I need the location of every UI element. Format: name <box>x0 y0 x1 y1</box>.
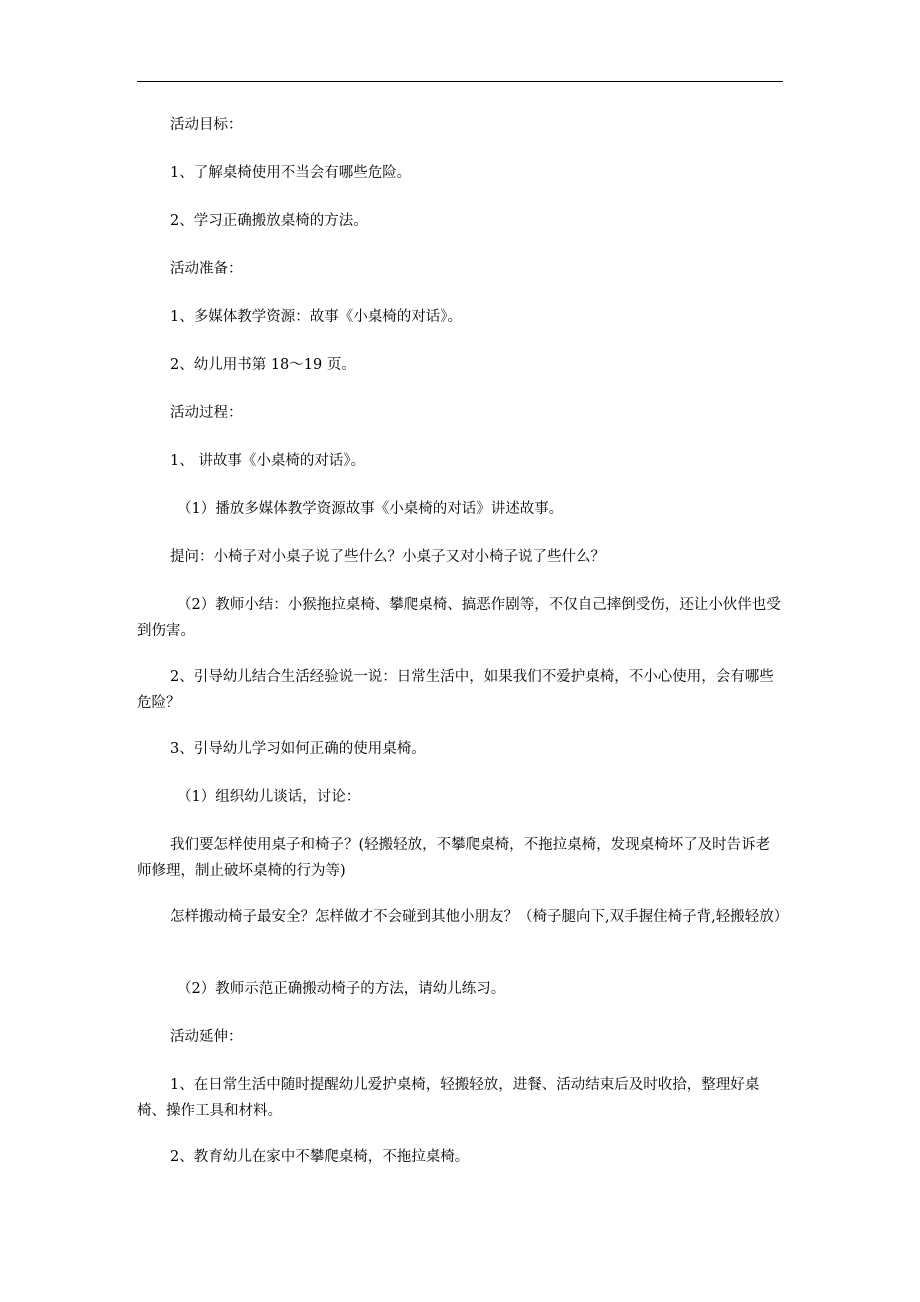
process-substep: （2）教师示范正确搬动椅子的方法，请幼儿练习。 <box>177 981 506 997</box>
goal-item: 2、学习正确搬放桌椅的方法。 <box>170 213 368 229</box>
discussion-paragraph: 我们要怎样使用桌子和椅子？(轻搬轻放，不攀爬桌椅，不拖拉桌椅，发现桌椅坏了及时告诉老师修理，制止破坏桌椅的行为等) <box>137 837 771 879</box>
process-substep: （1）组织幼儿谈话，讨论： <box>177 789 361 805</box>
process-question: 提问：小椅子对小桌子说了些什么？小桌子又对小椅子说了些什么？ <box>170 549 605 565</box>
header-rule <box>137 81 783 82</box>
goal-item: 1、了解桌椅使用不当会有哪些危险。 <box>170 165 412 181</box>
preparation-item: 1、多媒体教学资源：故事《小桌椅的对话》。 <box>170 309 462 325</box>
discussion-paragraph: 怎样搬动椅子最安全？怎样做才不会碰到其他小朋友？（椅子腿向下,双手握住椅子背,轻搬轻放） <box>170 909 789 925</box>
section-heading-goals: 活动目标： <box>170 117 243 133</box>
process-substep: （1）播放多媒体教学资源故事《小桌椅的对话》讲述故事。 <box>177 501 564 517</box>
process-step: 1、 讲故事《小桌椅的对话》。 <box>170 453 366 469</box>
process-step: 2、引导幼儿结合生活经验说一说：日常生活中，如果我们不爱护桌椅，不小心使用，会有哪些危险？ <box>137 669 774 711</box>
section-heading-process: 活动过程： <box>170 405 243 421</box>
section-heading-extension: 活动延伸： <box>170 1029 243 1045</box>
process-substep: （2）教师小结：小猴拖拉桌椅、攀爬桌椅、搞恶作剧等，不仅自己摔倒受伤，还让小伙伴也受到伤害。 <box>137 597 781 639</box>
section-heading-preparation: 活动准备： <box>170 261 243 277</box>
preparation-item: 2、幼儿用书第 18～19 页。 <box>170 357 356 373</box>
extension-item: 2、教育幼儿在家中不攀爬桌椅，不拖拉桌椅。 <box>170 1149 470 1165</box>
extension-item: 1、在日常生活中随时提醒幼儿爱护桌椅，轻搬轻放，进餐、活动结束后及时收拾，整理好桌椅、操作工具和材料。 <box>137 1077 760 1119</box>
process-step: 3、引导幼儿学习如何正确的使用桌椅。 <box>170 741 426 757</box>
